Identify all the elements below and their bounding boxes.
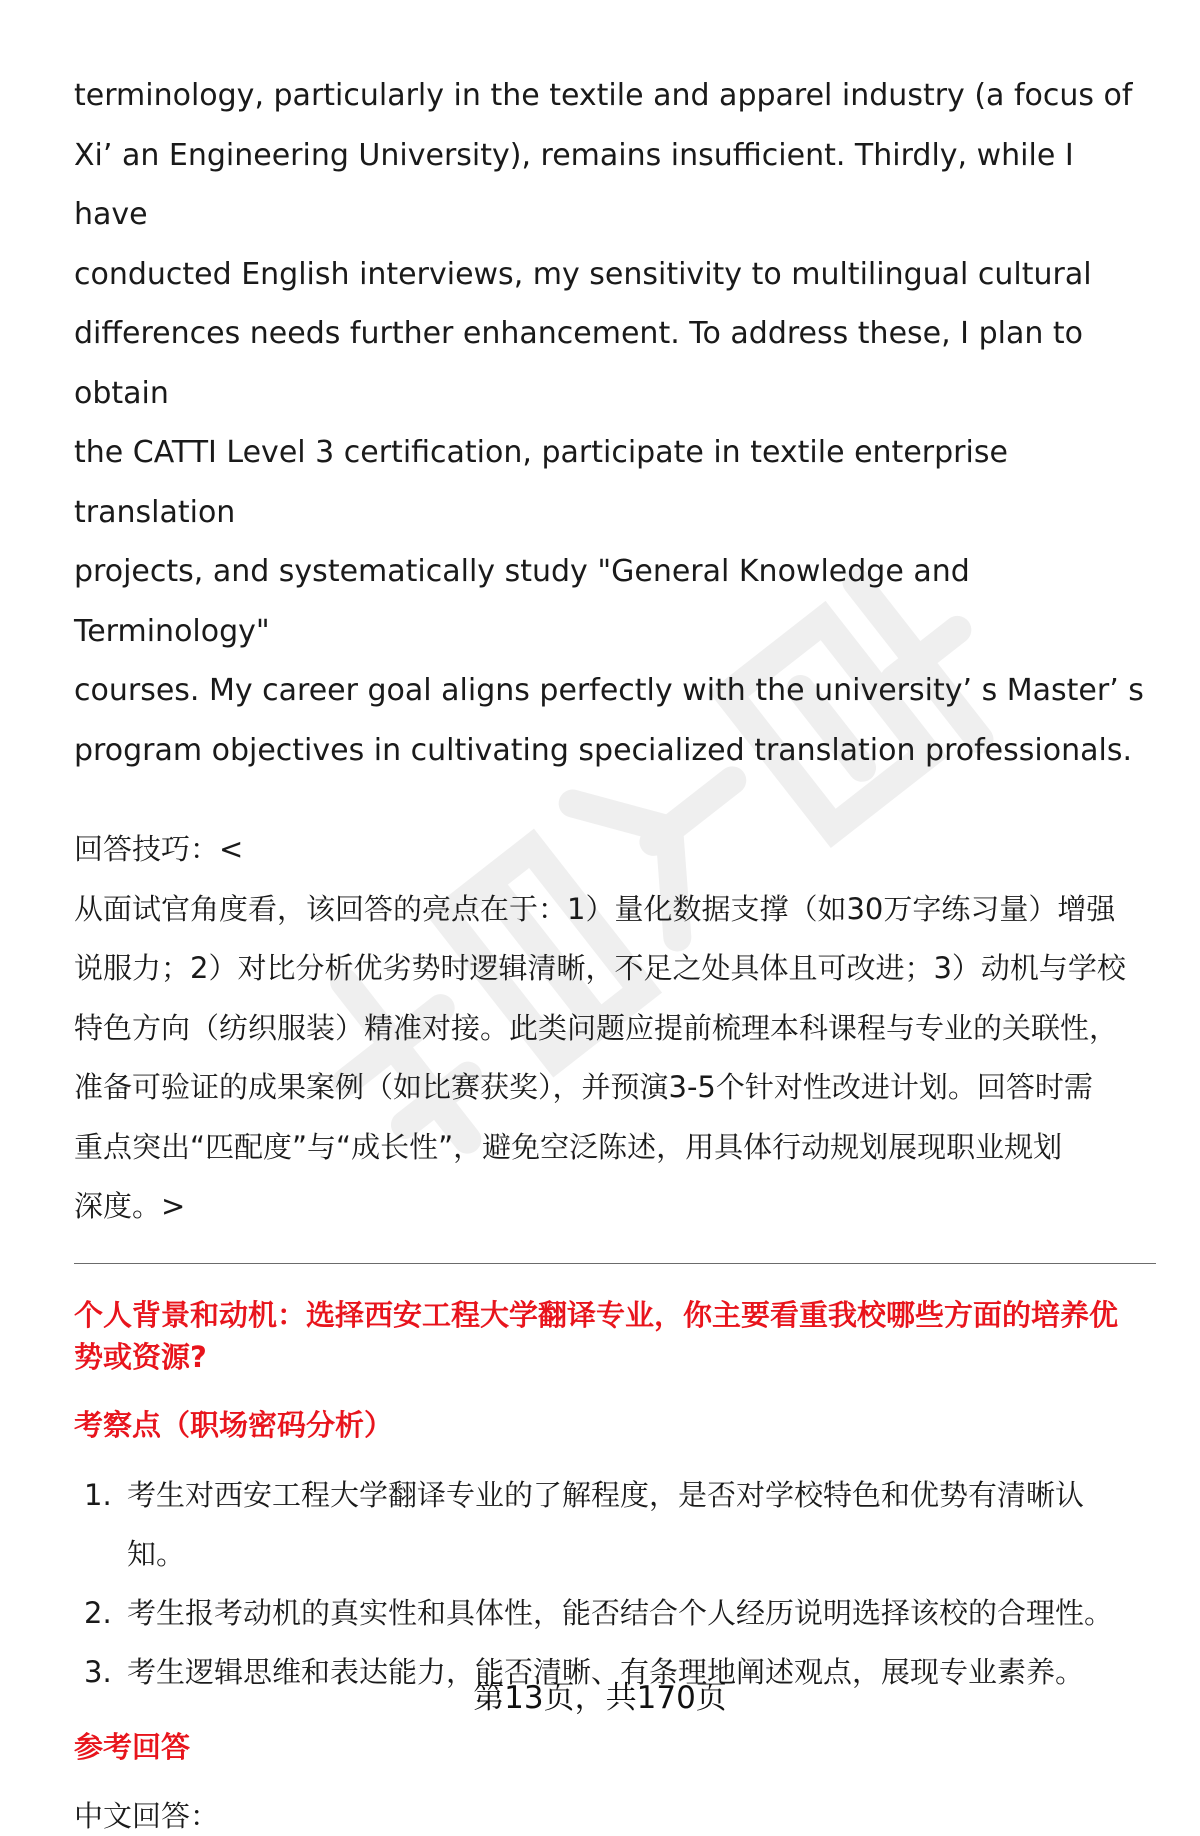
paragraph-line: conducted English interviews, my sensitivity to multilingual cultural bbox=[74, 256, 1092, 292]
question-line: 个人背景和动机：选择西安工程大学翻译专业，你主要看重我校哪些方面的培养优 bbox=[74, 1297, 1119, 1332]
tips-label: 回答技巧：< bbox=[74, 832, 244, 866]
list-text: 考生对西安工程大学翻译专业的了解程度，是否对学校特色和优势有清晰认 bbox=[127, 1477, 1085, 1512]
page-number-footer: 第13页，共170页 bbox=[473, 1680, 727, 1716]
tips-line: 重点突出“匹配度”与“成长性”，避免空泛陈述，用具体行动规划展现职业规划 bbox=[74, 1129, 1063, 1164]
tips-line: 从面试官角度看，该回答的亮点在于：1）量化数据支撑（如30万字练习量）增强 bbox=[74, 891, 1116, 926]
list-number: 2. bbox=[84, 1595, 112, 1630]
tips-body bbox=[74, 880, 1154, 1237]
paragraph-line: Xi’ an Engineering University), remains insufficient. Thirdly, while I have bbox=[74, 137, 1074, 232]
paragraph-line: terminology, particularly in the textile and apparel industry (a focus of bbox=[74, 78, 1133, 113]
list-text: 知。 bbox=[127, 1536, 186, 1571]
answer-tips bbox=[74, 820, 1154, 1237]
paragraph-line: courses. My career goal aligns perfectly with the university’ s Master’ s bbox=[74, 673, 1144, 708]
paragraph-line: program objectives in cultivating specialized translation professionals. bbox=[74, 732, 1132, 768]
question-line: 势或资源? bbox=[74, 1339, 207, 1374]
tips-line: 说服力；2）对比分析优劣势时逻辑清晰，不足之处具体且可改进；3）动机与学校 bbox=[74, 951, 1126, 985]
english-answer-paragraph bbox=[74, 66, 1154, 780]
question-heading bbox=[74, 1294, 1154, 1378]
tips-line: 准备可验证的成果案例（如比赛获奖），并预演3-5个针对性改进计划。回答时需 bbox=[74, 1070, 1093, 1104]
section-divider bbox=[74, 1263, 1156, 1264]
chinese-answer-label: 中文回答： bbox=[74, 1798, 220, 1833]
paragraph-line: differences needs further enhancement. To address these, I plan to obtain bbox=[74, 316, 1083, 411]
list-number: 3. bbox=[84, 1654, 112, 1689]
tips-line: 深度。> bbox=[74, 1189, 186, 1223]
tips-line: 特色方向（纺织服装）精准对接。此类问题应提前梳理本科课程与专业的关联性， bbox=[74, 1010, 1119, 1045]
list-text: 考生逻辑思维和表达能力，能否清晰、有条理地阐述观点，展现专业素养。 bbox=[127, 1654, 1085, 1689]
page-content bbox=[74, 66, 1154, 1836]
list-item bbox=[74, 1466, 1154, 1584]
assessment-heading: 考察点（职场密码分析） bbox=[74, 1407, 394, 1442]
list-item bbox=[74, 1584, 1154, 1643]
list-number: 1. bbox=[84, 1477, 112, 1512]
assessment-list bbox=[74, 1466, 1154, 1702]
paragraph-line: the CATTI Level 3 certification, participate in textile enterprise translation bbox=[74, 435, 1008, 530]
reference-answer-heading: 参考回答 bbox=[74, 1729, 191, 1764]
paragraph-line: projects, and systematically study "General Knowledge and Terminology" bbox=[74, 554, 970, 649]
list-text: 考生报考动机的真实性和具体性，能否结合个人经历说明选择该校的合理性。 bbox=[127, 1595, 1114, 1630]
